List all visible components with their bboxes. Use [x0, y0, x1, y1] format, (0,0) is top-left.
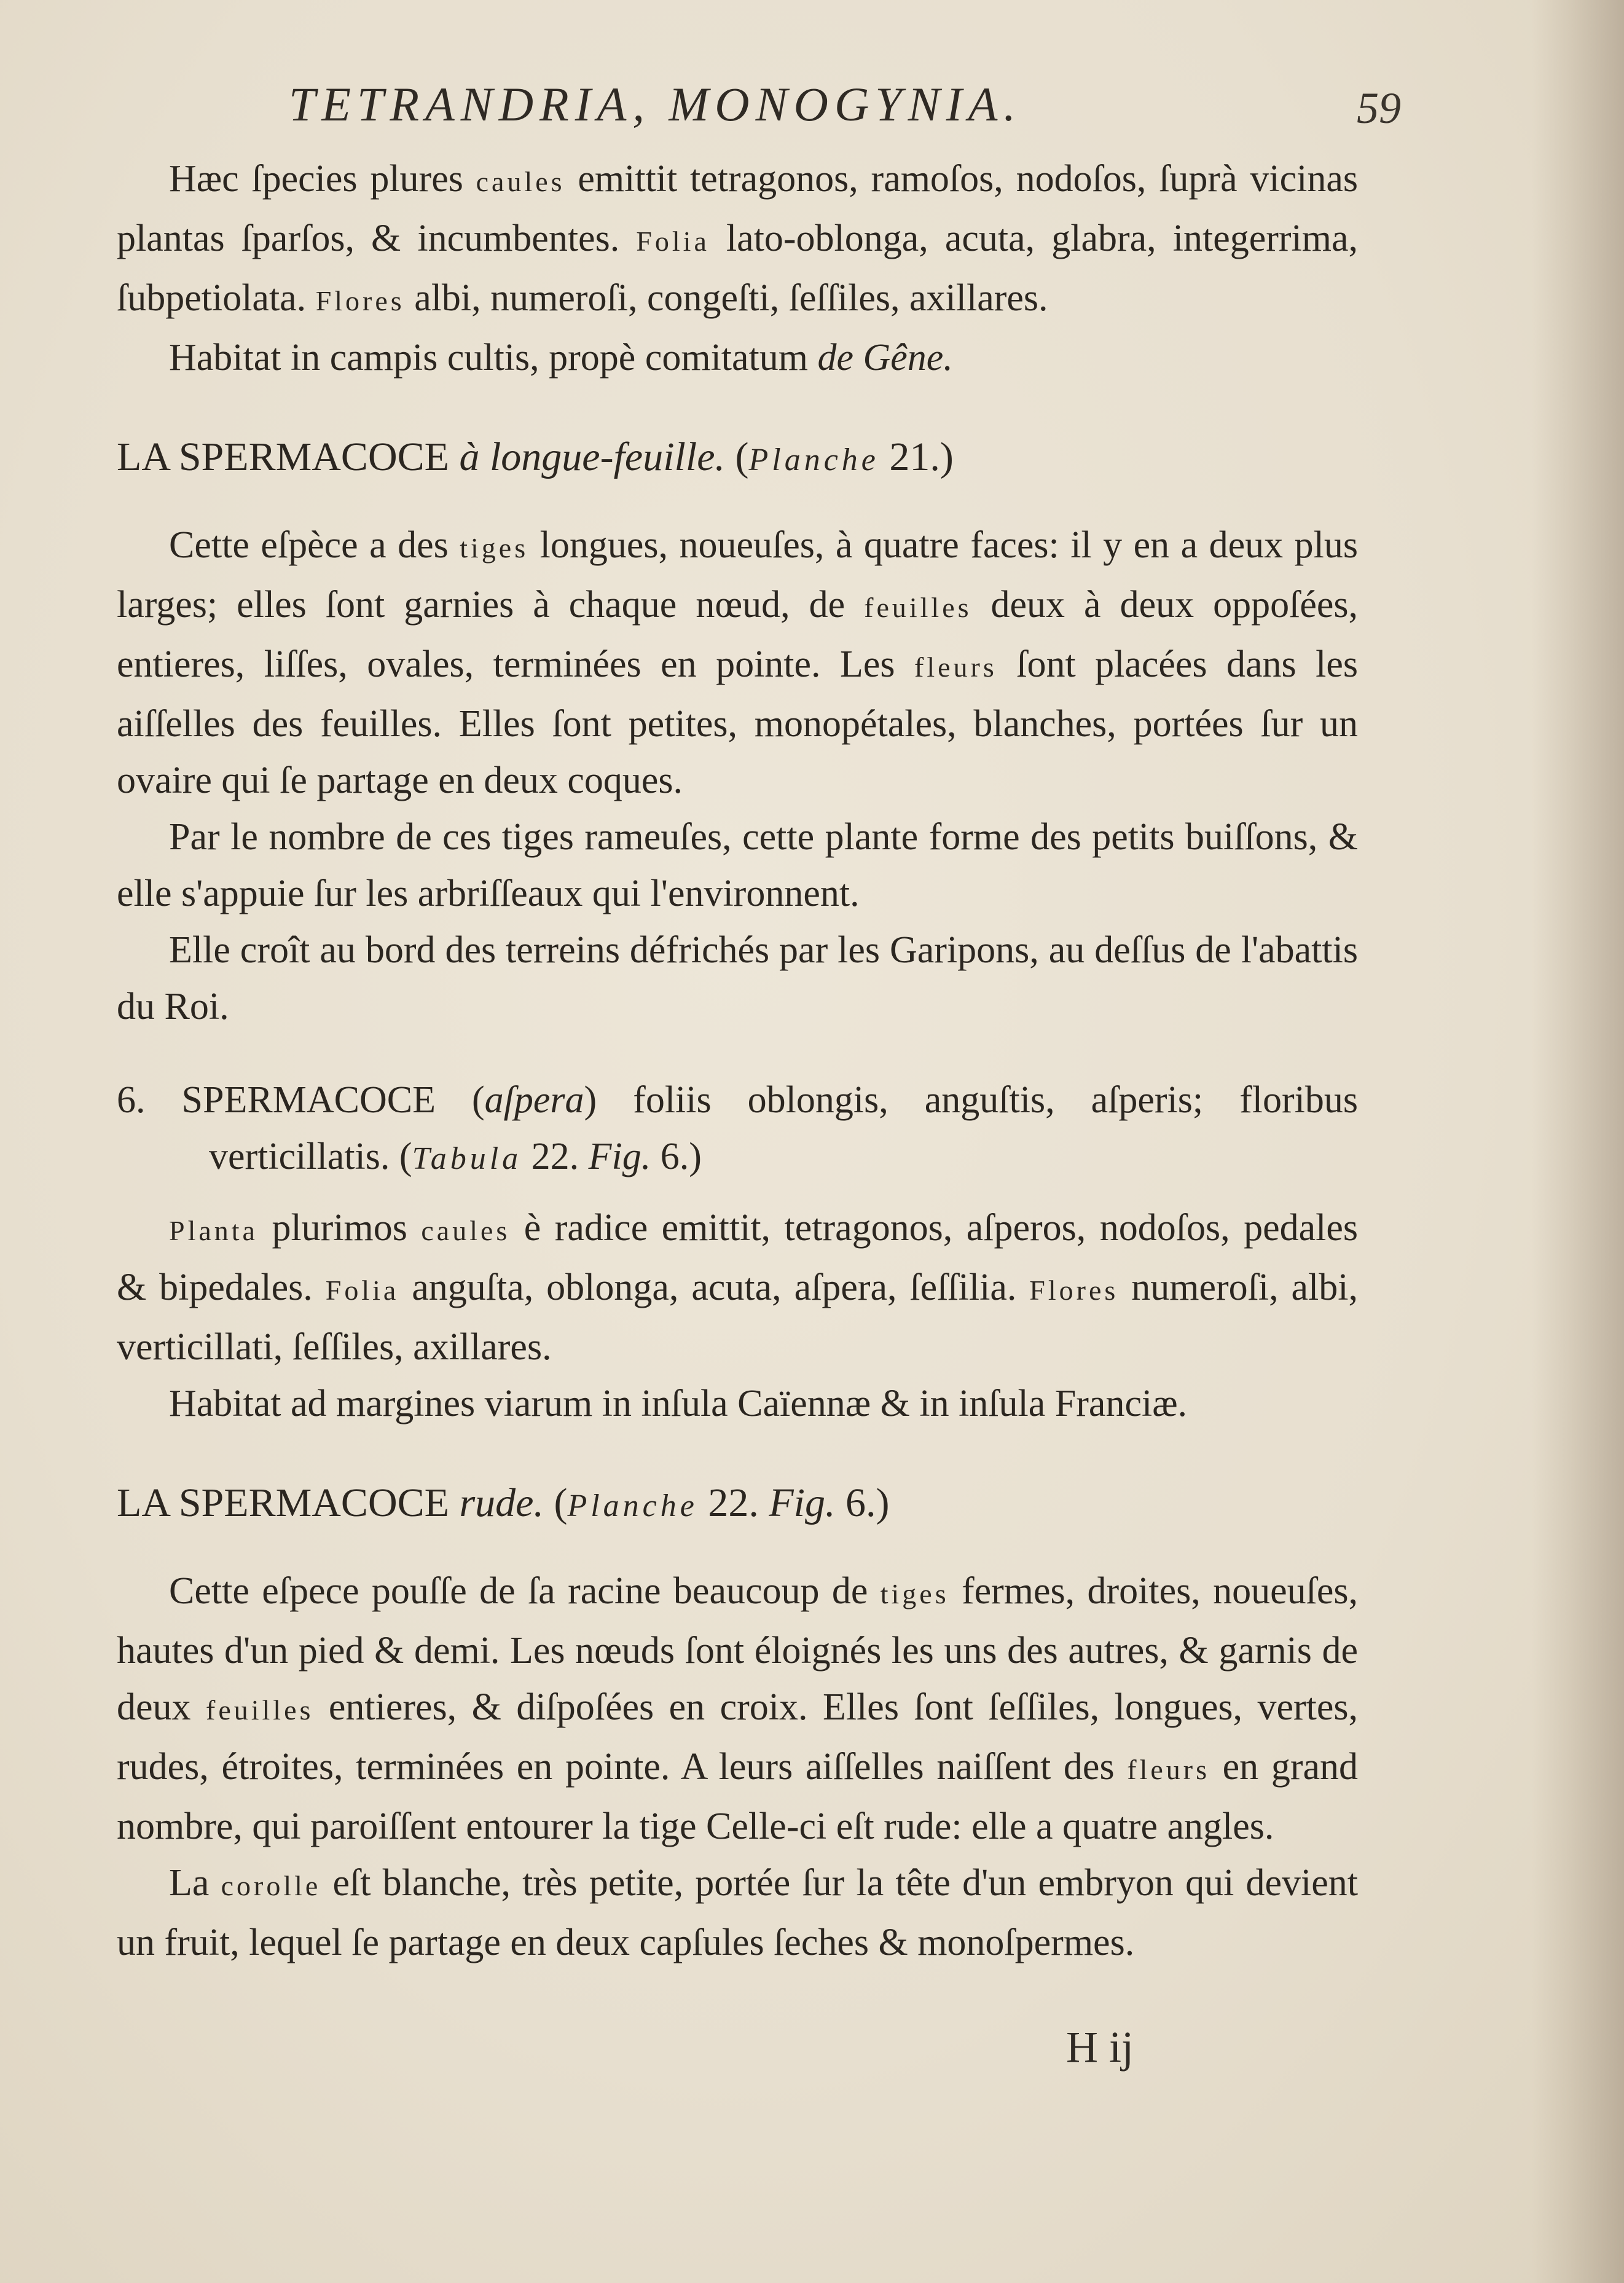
french-description-paragraph: Cette eſpèce a des tiges longues, noueuſes, à quatre faces: il y en a deux plus larges; elles ſont garnies à chaque nœud, de feuilles deux à deux oppoſées, entieres, liſſes, ovales, terminées en pointe. Les fleurs ſont placées dans les aiſſelles des feuilles. Elles ſont petites, monopétales, blanches, portées ſur un ovaire qui ſe partage en deux coques. [117, 524, 1359, 801]
french-description-paragraph: Elle croît au bord des terreins défrichés par les Garipons, au deſſus de l'abattis du Roi. [117, 929, 1358, 1028]
french-heading-species-5: LA SPERMACOCE à longue-feuille. (Planche 21.) [117, 434, 954, 479]
text-block [117, 77, 1401, 1971]
latin-habitat-species-5: Habitat in campis cultis, propè comitatum de Gêne. [169, 337, 953, 379]
page-gutter-shadow [1532, 0, 1624, 2283]
latin-description-species-6: Planta plurimos caules è radice emittit, tetragonos, aſperos, nodoſos, pedales & bipedales. Folia anguſta, oblonga, acuta, aſpera, ſeſſilia. Flores numeroſi, albi, verticillati, ſeſſiles, axillares. [117, 1207, 1359, 1368]
running-title: TETRANDRIA, MONOGYNIA. [289, 77, 1022, 131]
page-number: 59 [1357, 84, 1401, 133]
french-heading-species-6: LA SPERMACOCE rude. (Planche 22. Fig. 6.) [117, 1480, 890, 1525]
running-head [117, 77, 1401, 151]
french-description-paragraph: Par le nombre de ces tiges rameuſes, cette plante forme des petits buiſſons, & elle s'appuie ſur les arbriſſeaux qui l'environnent. [117, 816, 1358, 914]
french-description-paragraph: La corolle eſt blanche, très petite, portée ſur la tête d'un embryon qui devient un fruit, lequel ſe partage en deux capſules ſeches & monoſpermes. [117, 1862, 1358, 1963]
french-description-paragraph: Cette eſpece pouſſe de ſa racine beaucoup de tiges fermes, droites, noueuſes, hautes d'un pied & demi. Les nœuds ſont éloignés les uns des autres, & garnis de deux feuilles entieres, & diſpoſées en croix. Elles ſont ſeſſiles, longues, vertes, rudes, étroites, terminées en pointe. A leurs aiſſelles naiſſent des fleurs en grand nombre, qui paroiſſent entourer la tige Celle-ci eſt rude: elle a quatre angles. [117, 1570, 1359, 1847]
latin-habitat-species-6: Habitat ad margines viarum in inſula Caïennæ & in inſula Franciæ. [169, 1383, 1188, 1424]
latin-description-species-5: Hæc ſpecies plures caules emittit tetragonos, ramoſos, nodoſos, ſuprà vicinas plantas ſparſos, & incumbentes. Folia lato-oblonga, acuta, glabra, integerrima, ſubpetiolata. Flores albi, numeroſi, congeſti, ſeſſiles, axillares. [117, 158, 1358, 319]
signature-mark: H ij [1066, 2022, 1134, 2072]
species-6-diagnosis: 6. SPERMACOCE (aſpera) foliis oblongis, anguſtis, aſperis; floribus verticillatis. (Tabula 22. Fig. 6.) [117, 1079, 1358, 1177]
